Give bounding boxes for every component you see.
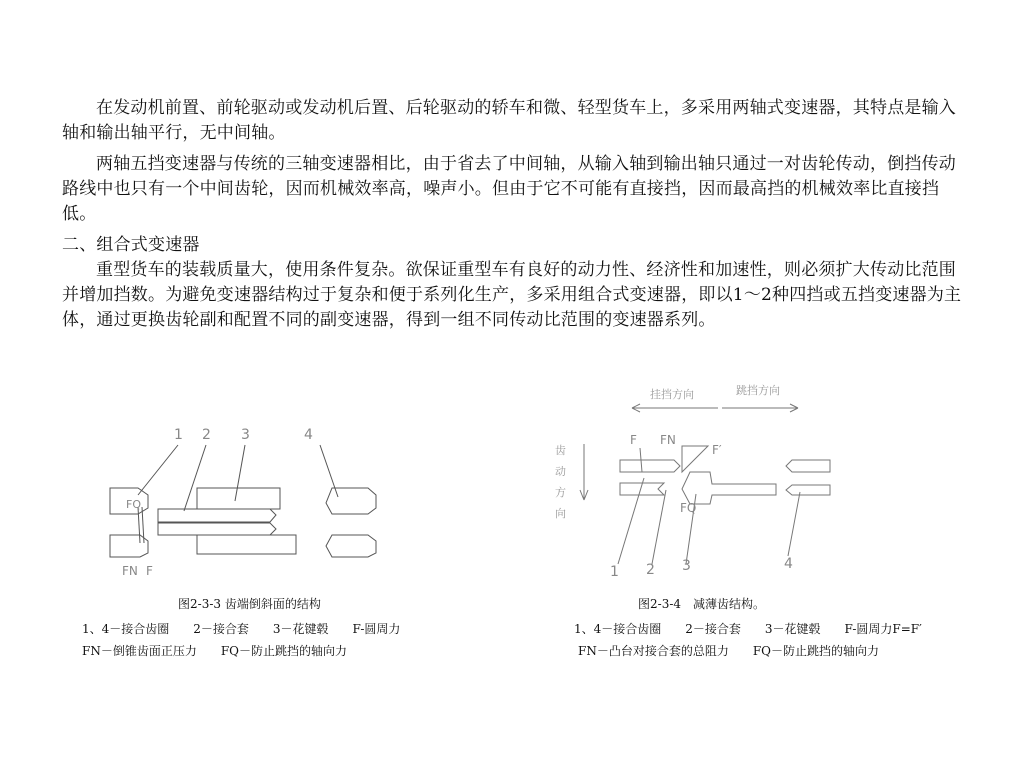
engagement-ring-lower: [110, 535, 148, 557]
label-fq: FQ: [126, 498, 141, 511]
sleeve-tooth-upper: [158, 509, 276, 522]
leader-1: [618, 478, 644, 564]
sleeve-tooth-lower: [158, 523, 276, 535]
ring-right-upper: [326, 488, 376, 514]
figure-thinned-tooth-diagram: [540, 378, 840, 583]
ring-right-lower: [786, 485, 830, 495]
label-1: 1: [610, 564, 619, 580]
figure2-legend-line2: FN－凸台对接合套的总阻力 FQ－防止跳挡的轴向力: [578, 644, 879, 658]
label-f: F: [630, 433, 637, 447]
leader-3: [235, 445, 245, 501]
label-3: 3: [241, 427, 250, 443]
sleeve-tooth-upper: [620, 460, 680, 472]
label-fn: FN: [122, 564, 138, 578]
figure2-legend-line1: 1、4－接合齿圈 2－接合套 3－花键毂 F-圆周力F=F′: [574, 622, 922, 636]
label-2: 2: [202, 427, 211, 443]
label-vertical-3: 方: [555, 486, 566, 499]
label-f: F: [146, 564, 153, 578]
figure1-caption: 图2-3-3 齿端倒斜面的结构: [178, 597, 321, 611]
ring-right-upper: [786, 460, 830, 472]
label-jump-direction: 跳挡方向: [736, 384, 780, 397]
leader-2: [184, 445, 206, 511]
ring-right-lower: [326, 535, 376, 557]
label-2: 2: [646, 562, 655, 578]
leader-2: [652, 490, 666, 564]
label-vertical-4: 向: [555, 507, 566, 520]
label-fq: FQ: [680, 501, 697, 515]
paragraph-2: 两轴五挡变速器与传统的三轴变速器相比，由于省去了中间轴，从输入轴到输出轴只通过一对齿轮传动，倒挡传动路线中也只有一个中间齿轮，因而机械效率高，噪声小。但由于它不可能有直接挡，因而最高挡的机械效率比直接挡低。: [62, 154, 956, 224]
section-heading: 二、组合式变速器: [62, 235, 200, 255]
figure1-legend-line1: 1、4－接合齿圈 2－接合套 3－花键毂 F-圆周力: [82, 622, 401, 636]
paragraph-3: 重型货车的装载质量大，使用条件复杂。欲保证重型车有良好的动力性、经济性和加速性，则必须扩大传动比范围并增加挡数。为避免变速器结构过于复杂和便于系列化生产，多采用组合式变速器，即以1～2种四挡或五挡变速器为主体，通过更换齿轮副和配置不同的副变速器，得到一组不同传动比范围的变速器系列。: [62, 260, 962, 330]
figure1-legend-line2: FN－倒锥齿面正压力 FQ－防止跳挡的轴向力: [82, 644, 347, 658]
label-4: 4: [784, 556, 793, 572]
leader-1: [138, 445, 178, 495]
label-3: 3: [682, 558, 691, 574]
body-text: [62, 96, 968, 339]
leader-4: [788, 492, 800, 556]
paragraph-1: 在发动机前置、前轮驱动或发动机后置、后轮驱动的轿车和微、轻型货车上，多采用两轴式变速器，其特点是输入轴和输出轴平行，无中间轴。: [62, 98, 956, 143]
figure-chamfer-structure: [100, 415, 400, 585]
leader-4: [320, 445, 338, 497]
label-4: 4: [304, 427, 313, 443]
spline-hub-lower: [197, 535, 296, 554]
label-vertical-1: 齿: [555, 444, 566, 457]
label-1: 1: [174, 427, 183, 443]
label-fprime: F′: [712, 443, 722, 457]
spline-hub: [682, 472, 776, 504]
force-triangle: [682, 446, 708, 472]
label-vertical-2: 动: [555, 465, 566, 478]
figure-chamfer-diagram: [100, 415, 400, 585]
spline-hub-upper: [197, 488, 280, 509]
figure2-caption: 图2-3-4 减薄齿结构。: [638, 597, 766, 611]
label-hang-direction: 挂挡方向: [650, 388, 694, 401]
figure-thinned-tooth-structure: [540, 378, 840, 583]
label-fn: FN: [660, 433, 676, 447]
